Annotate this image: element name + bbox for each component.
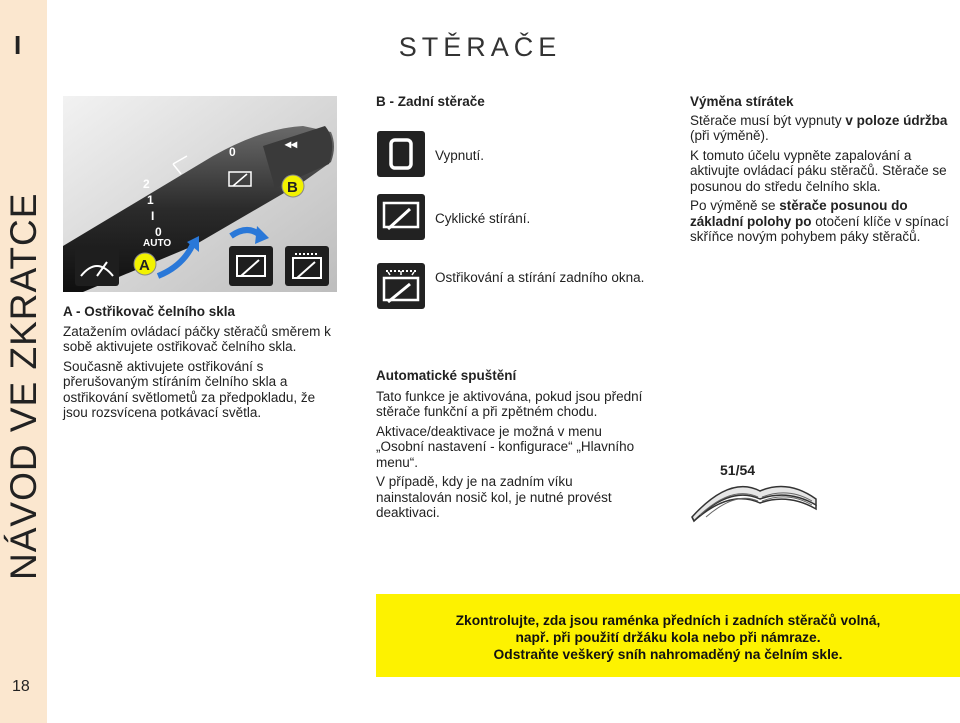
wiper-stalk-illustration	[63, 96, 337, 292]
section-a-heading: A - Ostřikovač čelního skla	[63, 304, 236, 319]
section-a-paragraph-1: Zatažením ovládací páčky stěračů směrem k sobě aktivujete ostřikovač čelního skla.	[63, 323, 331, 354]
section-b-heading: B - Zadní stěrače	[376, 94, 485, 109]
label-a: A	[139, 257, 150, 274]
rear-wash-wipe-icon	[376, 262, 426, 310]
svg-text:I: I	[151, 209, 155, 223]
section-numeral: I	[14, 30, 22, 60]
label-b: B	[287, 179, 298, 196]
item-cyclic-label: Cyklické stírání.	[435, 211, 531, 226]
auto-paragraph-3: V případě, kdy je na zadním víku nainstalován nosič kol, je nutné provést deaktivaci.	[376, 474, 612, 520]
warning-box	[376, 594, 960, 677]
item-wash-label: Ostřikování a stírání zadního okna.	[435, 270, 645, 285]
item-off-label: Vypnutí.	[435, 148, 485, 163]
auto-paragraph-1: Tato funkce je aktivována, pokud jsou přední stěrače funkční a při zpětném chodu.	[376, 388, 643, 419]
replace-section	[690, 94, 960, 249]
svg-text:1: 1	[147, 193, 154, 207]
replace-paragraph-3: Po výměně se stěrače posunou do základní polohy po otočení klíče v spínací skříňce novým pohybem páky stěračů.	[690, 198, 949, 244]
replace-paragraph-2: K tomuto účelu vypněte zapalování a aktivujte ovládací páku stěračů. Stěrače se posunou do středu čelního skla.	[690, 147, 947, 194]
warning-line-2: např. při použití držáku kola nebo při námraze.	[515, 630, 821, 645]
svg-text:0: 0	[229, 145, 236, 159]
svg-text:0: 0	[155, 225, 162, 239]
section-a	[63, 304, 341, 425]
page-ref-label: 51/54	[720, 462, 756, 478]
auto-paragraph-2: Aktivace/deaktivace je možná v menu „Osobní nastavení - konfigurace“ „Hlavního menu“.	[376, 423, 635, 470]
warning-line-1: Zkontrolujte, zda jsou raménka předních i zadních stěračů volná,	[455, 613, 881, 628]
off-icon	[376, 130, 426, 178]
sidebar	[0, 0, 47, 723]
svg-text:AUTO: AUTO	[143, 238, 172, 249]
section-a-paragraph-2: Současně aktivujete ostřikování s přerušovaným stíráním čelního skla a ostřikování světlometů za předpokladu, že jsou rozsvícena potkávací světla.	[63, 358, 316, 420]
book-icon	[690, 455, 820, 525]
auto-section	[376, 368, 646, 525]
svg-text:◂◂: ◂◂	[285, 137, 298, 151]
page-title: STĚRAČE	[398, 32, 562, 62]
rear-wiper-icon	[376, 193, 426, 241]
page-number: 18	[12, 678, 30, 695]
replace-paragraph-1: Stěrače musí být vypnuty v poloze údržba (při výměně).	[690, 112, 948, 143]
warning-line-3: Odstraňte veškerý sníh nahromaděný na čelním skle.	[493, 647, 843, 662]
page-reference	[690, 455, 820, 525]
sidebar-title: NÁVOD VE ZKRATCE	[3, 192, 44, 580]
svg-text:2: 2	[143, 177, 150, 191]
replace-heading: Výměna stírátek	[690, 94, 794, 109]
wiper-stalk-photo	[63, 96, 337, 292]
auto-heading: Automatické spuštění	[376, 368, 517, 383]
